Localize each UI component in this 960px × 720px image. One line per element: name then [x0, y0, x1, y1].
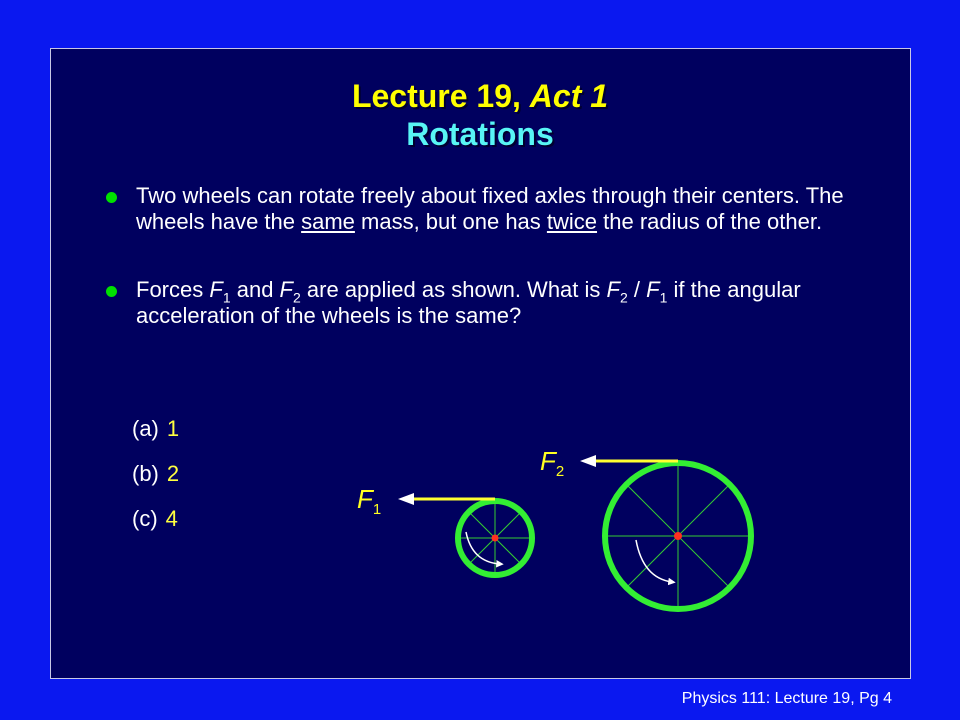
title-prefix: Lecture 19, — [351, 78, 530, 114]
small-wheel — [458, 501, 532, 575]
bullet2-sub1: 1 — [659, 289, 668, 306]
choice-b-value: 2 — [166, 461, 180, 486]
bullet2-f: F — [209, 277, 223, 302]
bullet1-twice: twice — [546, 209, 598, 234]
bullet2-text-c: are applied as shown. What is — [300, 277, 607, 302]
title-act: Act 1 — [529, 78, 609, 114]
large-wheel — [605, 463, 751, 609]
bullet2-slash: / — [627, 277, 647, 302]
f1-letter: F — [357, 484, 373, 514]
bullet2-text-b: and — [230, 277, 280, 302]
choice-a-label: (a) — [132, 416, 159, 441]
choice-c-value: 4 — [165, 506, 178, 531]
bullet2-f: F — [646, 277, 660, 302]
slide-footer: Physics 111: Lecture 19, Pg 4 — [681, 690, 892, 707]
bullet1-text-b: mass, but one has — [354, 209, 547, 234]
choice-a-value: 1 — [166, 416, 180, 441]
bullet2-f: F — [279, 277, 293, 302]
force-label-f2 — [540, 446, 565, 481]
bullet2-text-d: if the angular acceleration of the wheels is the same? — [136, 277, 801, 328]
bullet2-f: F — [606, 277, 620, 302]
f2-letter: F — [540, 446, 556, 476]
f1-subscript: 1 — [372, 501, 382, 519]
bullet2-sub2: 2 — [293, 289, 301, 306]
choice-b-label: (b) — [132, 461, 159, 486]
f2-subscript: 2 — [555, 463, 565, 481]
bullet1-same: same — [301, 209, 355, 234]
force-label-f1 — [357, 484, 382, 519]
bullet1-text-c: the radius of the other. — [597, 209, 823, 234]
bullet2-text-a: Forces — [136, 277, 210, 302]
slide-subtitle: Rotations — [406, 116, 554, 152]
bullet2-sub1: 1 — [222, 289, 231, 306]
bullet1-text-a: Two wheels can rotate freely about fixed axles through their centers. The wheels have the — [136, 183, 844, 234]
choice-c-label: (c) — [132, 506, 158, 531]
bullet2-sub2: 2 — [619, 289, 628, 306]
